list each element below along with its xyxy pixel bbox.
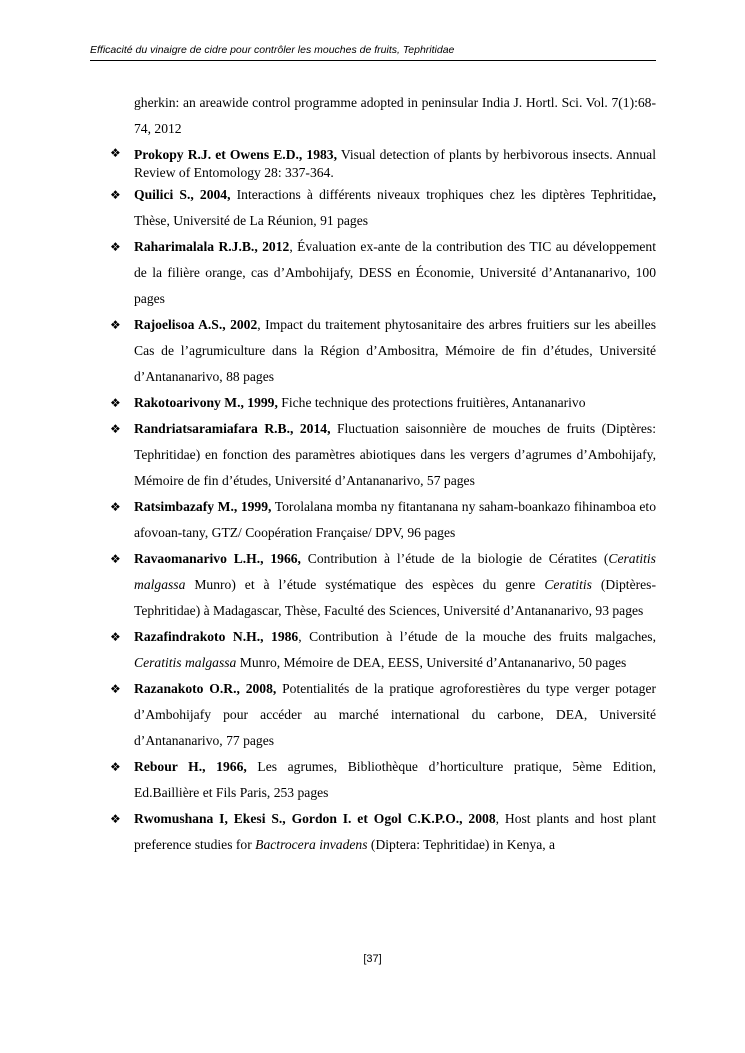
reference-author: Ravaomanarivo L.H., 1966,: [134, 551, 301, 566]
reference-author: Raharimalala R.J.B., 2012: [134, 239, 290, 254]
continuation-text: gherkin: an areawide control programme adopted in peninsular India J. Hortl. Sci. Vol. 7(1):68-74, 2012: [134, 95, 656, 136]
diamond-bullet-icon: ❖: [110, 422, 121, 436]
reference-text: Potentialités de la pratique agroforestières du type verger potager d’Ambohijafy pour accéder au marché international du carbone, DEA, Université d’Antananarivo, 77 pages: [134, 681, 657, 748]
running-title: Efficacité du vinaigre de cidre pour contrôler les mouches de fruits, Tephritidae: [90, 44, 455, 56]
reference-author: Ratsimbazafy M., 1999,: [134, 499, 272, 514]
reference-text: Thèse, Université de La Réunion, 91 pages: [134, 213, 369, 228]
species-name: Ceratitis malgassa: [134, 655, 237, 670]
diamond-bullet-icon: ❖: [110, 396, 121, 410]
diamond-bullet-icon: ❖: [110, 318, 121, 332]
reference-author: Rakotoarivony M., 1999,: [134, 395, 278, 410]
reference-text: Contribution à l’étude de la biologie de Cératites (: [300, 551, 609, 566]
reference-text: Fiche technique des protections fruitières, Antananarivo: [277, 395, 586, 410]
diamond-bullet-icon: ❖: [110, 630, 121, 644]
species-name: Ceratitis malgassa: [134, 551, 656, 592]
diamond-bullet-icon: ❖: [110, 812, 121, 826]
species-name: Bactrocera invadens: [255, 837, 368, 852]
reference-text: Les agrumes, Bibliothèque d’horticulture pratique, 5ème Edition, Ed.Baillière et Fils Paris, 253 pages: [134, 759, 656, 800]
reference-rwomushana: [110, 806, 656, 858]
reference-text: (Diptera: Tephritidae) in Kenya, a: [367, 837, 556, 852]
reference-randriatsaramiafara: [110, 416, 656, 494]
reference-text: , Impact du traitement phytosanitaire des arbres fruitiers sur les abeilles Cas de l’agrumiculture dans la Région d’Ambositra, Mémoire de fin d’études, Université d’Antananarivo, 88 pages: [134, 317, 656, 384]
reference-author: Rajoelisoa A.S., 2002: [134, 317, 258, 332]
diamond-bullet-icon: ❖: [110, 682, 121, 696]
reference-rakotoarivony: [110, 390, 656, 416]
diamond-bullet-icon: ❖: [110, 240, 121, 254]
reference-rebour: [110, 754, 656, 806]
reference-text: Munro, Mémoire de DEA, EESS, Université d’Antananarivo, 50 pages: [236, 655, 627, 670]
reference-text: (Diptères- Tephritidae) à Madagascar, Thèse, Faculté des Sciences, Université d’Antananarivo, 93 pages: [134, 577, 656, 618]
reference-text: , Host plants and host plant preference studies for: [134, 811, 656, 852]
reference-author: Razafindrakoto N.H., 1986: [134, 629, 299, 644]
diamond-bullet-icon: ❖: [110, 552, 121, 566]
diamond-bullet-icon: ❖: [110, 146, 121, 160]
diamond-bullet-icon: ❖: [110, 188, 121, 202]
reference-razanakoto: [110, 676, 656, 754]
reference-prokopy: [110, 142, 656, 182]
reference-ratsimbazafy: [110, 494, 656, 546]
diamond-bullet-icon: ❖: [110, 760, 121, 774]
reference-text: , Contribution à l’étude de la mouche des fruits malgaches,: [298, 629, 656, 644]
reference-author: Razanakoto O.R., 2008,: [134, 681, 277, 696]
reference-punct: ,: [652, 187, 657, 202]
reference-author: Rebour H., 1966,: [134, 759, 247, 774]
reference-author: Quilici S., 2004,: [134, 187, 231, 202]
reference-author: Prokopy R.J. et Owens E.D., 1983,: [134, 147, 337, 162]
page-number: [37]: [363, 953, 382, 965]
running-header: [90, 43, 656, 61]
reference-author: Rwomushana I, Ekesi S., Gordon I. et Ogol C.K.P.O., 2008: [134, 811, 496, 826]
reference-razafindrakoto: [110, 624, 656, 676]
reference-text: Visual detection of plants by herbivorous insects. Annual Review of Entomology 28: 337-364.: [134, 147, 656, 180]
reference-continuation: [110, 90, 656, 142]
genus-name: Ceratitis: [544, 577, 592, 592]
reference-author: Randriatsaramiafara R.B., 2014,: [134, 421, 331, 436]
reference-quilici: [110, 182, 656, 234]
diamond-bullet-icon: ❖: [110, 500, 121, 514]
reference-list: [110, 90, 656, 858]
reference-text: Torolalana momba ny fitantanana ny saham-boankazo fihinamboa eto afovoan-tany, GTZ/ Coopération Française/ DPV, 96 pages: [134, 499, 656, 540]
reference-text: Munro) et à l’étude systématique des espèces du genre: [185, 577, 545, 592]
reference-text: Fluctuation saisonnière de mouches de fruits (Diptères: Tephritidae) en fonction des paramètres abiotiques dans les vergers d’agrumes d’Ambohijafy, Mémoire de fin d’études, Université d’Antananarivo, 57 pages: [134, 421, 656, 488]
reference-ravaomanarivo: [110, 546, 656, 624]
reference-text: Interactions à différents niveaux trophiques chez les diptères Tephritidae: [230, 187, 653, 202]
reference-rajoelisoa: [110, 312, 656, 390]
reference-text: , Évaluation ex-ante de la contribution des TIC au développement de la filière orange, cas d’Ambohijafy, DESS en Économie, Université d’Antananarivo, 100 pages: [134, 239, 656, 306]
reference-raharimalala: [110, 234, 656, 312]
